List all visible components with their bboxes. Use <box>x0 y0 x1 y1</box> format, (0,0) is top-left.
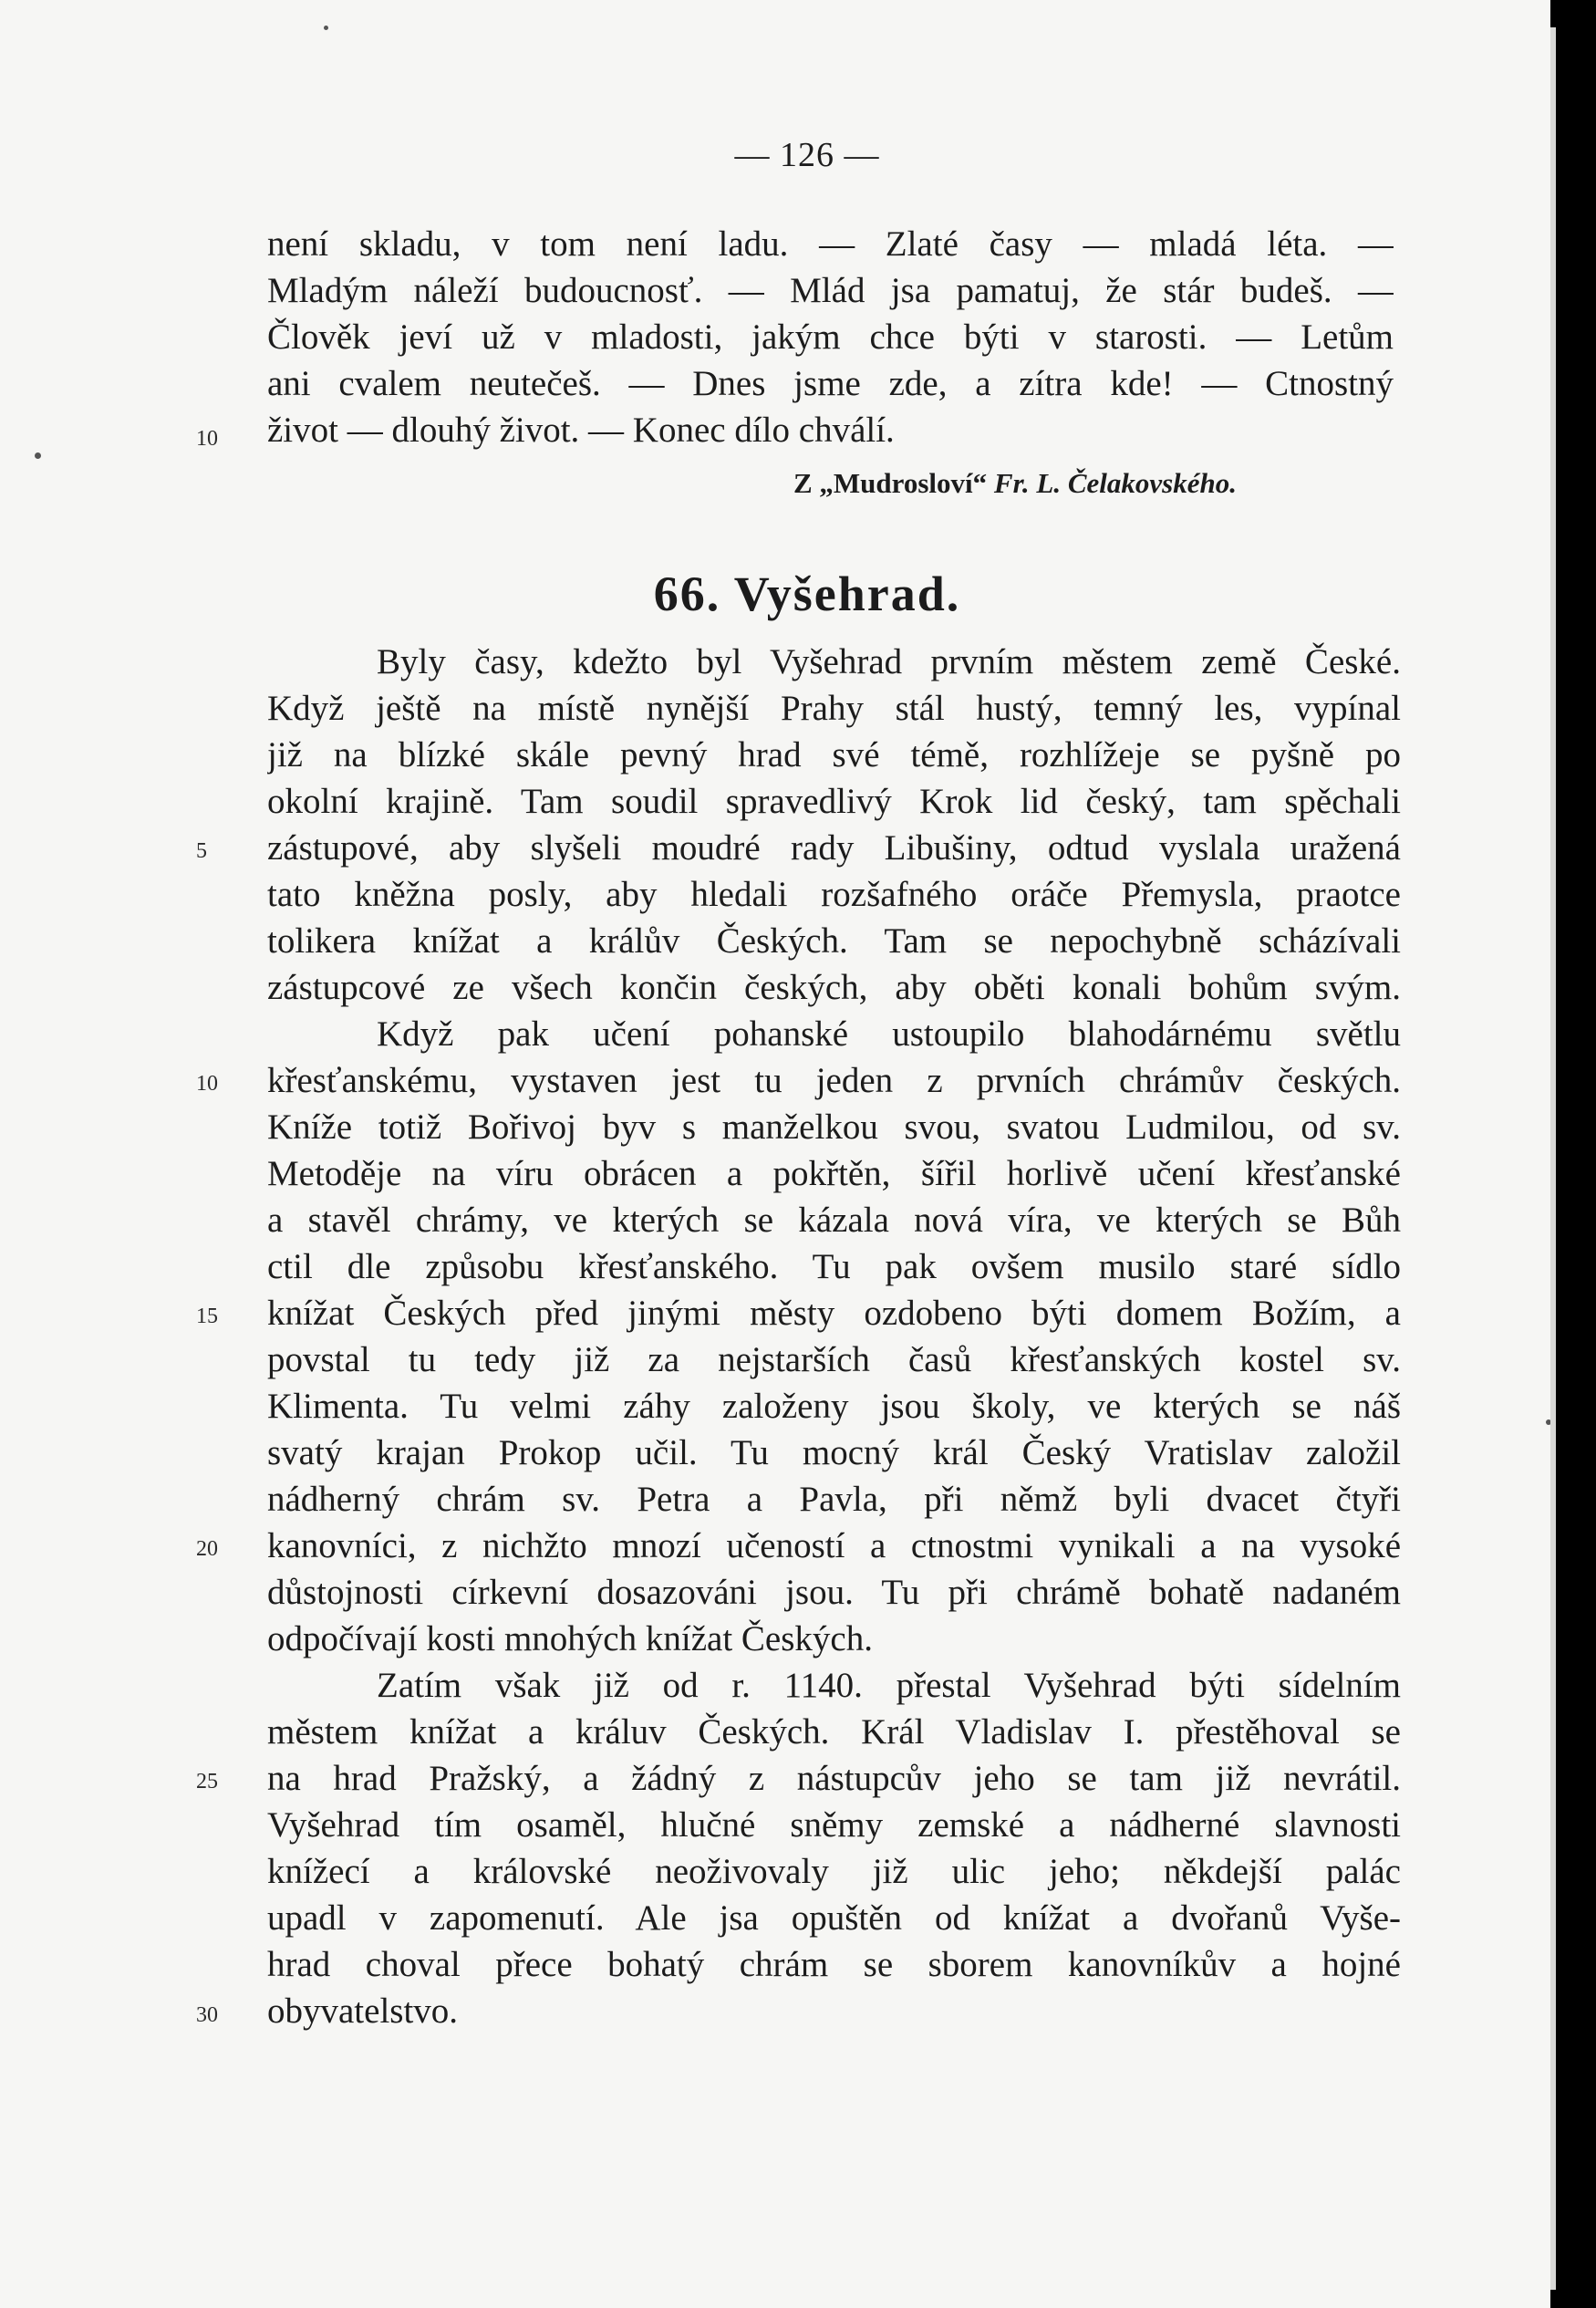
text-line: Klimenta. Tu velmi záhy založeny jsou školy, ve kterých se náš <box>267 1387 1401 1426</box>
attribution-author: Fr. L. Čelakovského. <box>993 467 1237 499</box>
text-line: důstojnosti církevní dosazováni jsou. Tu při chrámě bohatě nadaném <box>267 1573 1401 1612</box>
text-line: kanovníci, z nichžto mnozí učeností a ctnostmi vynikali a na vysoké <box>267 1526 1401 1565</box>
scan-speck <box>35 452 41 459</box>
text-line: Vyšehrad tím osaměl, hlučné sněmy zemské a nádherné slavnosti <box>267 1805 1401 1845</box>
attribution <box>793 467 1237 500</box>
text-line: nádherný chrám sv. Petra a Pavla, při němž byli dvacet čtyři <box>267 1480 1401 1519</box>
text-line: Když ještě na místě nynější Prahy stál hustý, temný les, vypínal <box>267 689 1401 728</box>
attribution-source: Z „Mudrosloví“ <box>793 467 988 499</box>
text-line: Když pak učení pohanské ustoupilo blahodárnému světlu <box>377 1014 1401 1054</box>
line-number: 15 <box>196 1305 218 1328</box>
text-line: okolní krajině. Tam soudil spravedlivý Krok lid český, tam spěchali <box>267 782 1401 821</box>
text-line: upadl v zapomenutí. Ale jsa opuštěn od knížat a dvořanů Vyše- <box>267 1898 1401 1938</box>
text-line: tolikera knížat a králův Českých. Tam se nepochybně scházívali <box>267 921 1401 961</box>
text-line: zástupcové ze všech končin českých, aby oběti konali bohům svým. <box>267 968 1401 1007</box>
text-line: Mladým náleží budoucnosť. — Mlád jsa pamatuj, že stár budeš. — <box>267 271 1394 310</box>
text-line: život — dlouhý život. — Konec dílo chválí. <box>267 411 895 450</box>
scan-speck <box>324 26 328 30</box>
text-line: Kníže totiž Bořivoj byv s manželkou svou, svatou Ludmilou, od sv. <box>267 1107 1401 1147</box>
section-heading: 66. Vyšehrad. <box>653 567 961 621</box>
proverbs-block <box>267 221 1394 453</box>
text-line: na hrad Pražský, a žádný z nástupcův jeho se tam již nevrátil. <box>267 1759 1401 1798</box>
text-line: knížat Českých před jinými městy ozdobeno býti domem Božím, a <box>267 1294 1401 1333</box>
page-number: — 126 — <box>734 136 880 174</box>
text-line: ctil dle způsobu křesťanského. Tu pak ovšem musilo staré sídlo <box>267 1247 1401 1286</box>
body-text <box>267 639 1401 2034</box>
text-line: křesťanskému, vystaven jest tu jeden z prvních chrámův českých. <box>267 1061 1401 1100</box>
line-number: 10 <box>196 427 218 451</box>
line-number: 5 <box>196 839 207 863</box>
text-line: knížecí a královské neoživovaly již ulic jeho; někdejší palác <box>267 1852 1401 1891</box>
line-number: 10 <box>196 1072 218 1096</box>
text-line: městem knížat a králuv Českých. Král Vladislav I. přestěhoval se <box>267 1712 1401 1752</box>
text-line: Metoděje na víru obrácen a pokřtěn, šířil horlivě učení křesťanské <box>267 1154 1401 1193</box>
text-line: není skladu, v tom není ladu. — Zlaté časy — mladá léta. — <box>267 224 1394 264</box>
text-line: tato kněžna posly, aby hledali rozšafného oráče Přemysla, praotce <box>267 875 1401 914</box>
text-line: Člověk jeví už v mladosti, jakým chce býti v starosti. — Letům <box>267 317 1394 357</box>
text-line: a stavěl chrámy, ve kterých se kázala nová víra, ve kterých se Bůh <box>267 1201 1401 1240</box>
text-line: ani cvalem neutečeš. — Dnes jsme zde, a zítra kde! — Ctnostný <box>267 364 1394 403</box>
text-line: zástupové, aby slyšeli moudré rady Libušiny, odtud vyslala uražená <box>267 828 1401 868</box>
text-line: svatý krajan Prokop učil. Tu mocný král Český Vratislav založil <box>267 1433 1401 1472</box>
line-number: 20 <box>196 1537 218 1561</box>
line-number: 25 <box>196 1770 218 1793</box>
text-line: již na blízké skále pevný hrad své témě, rozhlížeje se pyšně po <box>267 735 1401 775</box>
text-line: Byly časy, kdežto byl Vyšehrad prvním městem země České. <box>377 642 1401 681</box>
text-line: Zatím však již od r. 1140. přestal Vyšehrad býti sídelním <box>377 1666 1401 1705</box>
text-line: hrad choval přece bohatý chrám se sborem kanovníkův a hojné <box>267 1945 1401 1984</box>
text-line: obyvatelstvo. <box>267 1991 459 2031</box>
line-number: 30 <box>196 2003 218 2027</box>
page-edge <box>1550 27 1556 2290</box>
text-line: povstal tu tedy již za nejstarších časů křesťanských kostel sv. <box>267 1340 1401 1379</box>
text-line: odpočívají kosti mnohých knížat Českých. <box>267 1619 873 1658</box>
